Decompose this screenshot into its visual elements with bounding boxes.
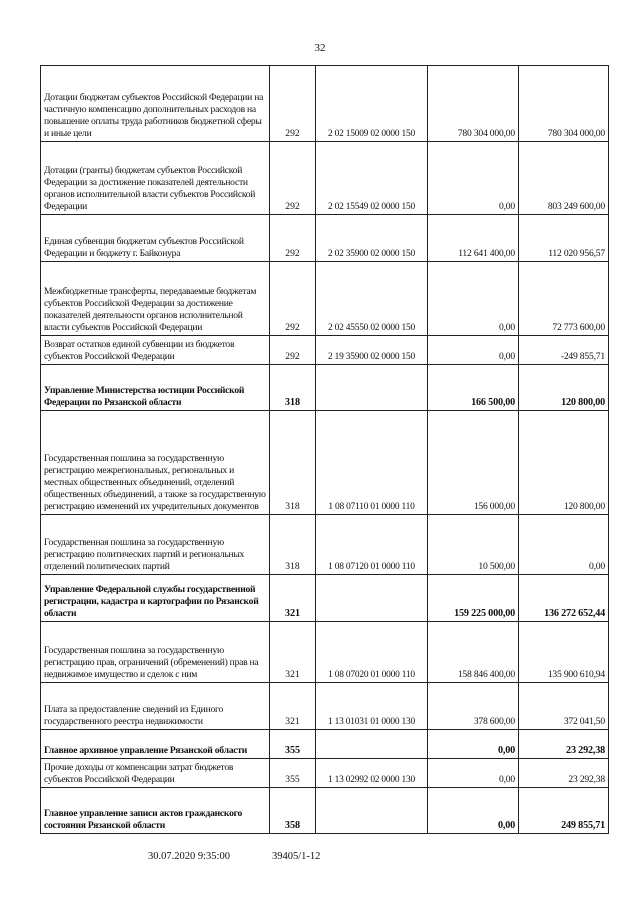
row-plan-amount-cell: 10 500,00 <box>428 515 519 575</box>
row-admin-code-cell: 318 <box>270 411 316 515</box>
row-plan-amount-cell: 0,00 <box>428 788 519 834</box>
row-plan-amount-cell: 0,00 <box>428 262 519 336</box>
row-actual-amount-cell: 136 272 652,44 <box>519 575 609 622</box>
row-budget-code-cell: 2 02 35900 02 0000 150 <box>316 215 428 262</box>
row-budget-code-cell <box>316 575 428 622</box>
revenue-table <box>40 65 609 834</box>
row-admin-code-cell: 321 <box>270 683 316 730</box>
row-plan-amount-cell: 159 225 000,00 <box>428 575 519 622</box>
footer-timestamp: 30.07.2020 9:35:00 <box>148 851 230 862</box>
row-actual-amount-cell: 72 773 600,00 <box>519 262 609 336</box>
row-admin-code-cell: 318 <box>270 515 316 575</box>
table-row <box>41 759 609 788</box>
row-budget-code-cell: 2 02 15009 02 0000 150 <box>316 66 428 142</box>
row-plan-amount-cell: 0,00 <box>428 142 519 215</box>
page-number: 32 <box>314 42 326 54</box>
row-admin-code-cell: 355 <box>270 730 316 759</box>
row-name-cell: Возврат остатков единой субвенции из бюджетов субъектов Российской Федерации <box>41 336 270 365</box>
row-name-cell: Межбюджетные трансферты, передаваемые бюджетам субъектов Российской Федерации за достижение показателей деятельности органов исполнительной власти субъектов Российской Федерации <box>41 262 270 336</box>
row-actual-amount-cell: 120 800,00 <box>519 411 609 515</box>
row-name-cell: Главное управление записи актов гражданского состояния Рязанской области <box>41 788 270 834</box>
row-name-cell: Единая субвенция бюджетам субъектов Российской Федерации и бюджету г. Байконура <box>41 215 270 262</box>
footer-document-id: 39405/1-12 <box>272 851 321 862</box>
row-admin-code-cell: 292 <box>270 262 316 336</box>
table-row <box>41 411 609 515</box>
table-section-row <box>41 575 609 622</box>
row-name-cell: Управление Министерства юстиции Российской Федерации по Рязанской области <box>41 365 270 411</box>
row-name-cell: Прочие доходы от компенсации затрат бюджетов субъектов Российской Федерации <box>41 759 270 788</box>
table-row <box>41 262 609 336</box>
table-row <box>41 142 609 215</box>
table-row <box>41 215 609 262</box>
row-actual-amount-cell: 249 855,71 <box>519 788 609 834</box>
row-admin-code-cell: 292 <box>270 66 316 142</box>
row-budget-code-cell: 1 08 07110 01 0000 110 <box>316 411 428 515</box>
row-actual-amount-cell: 23 292,38 <box>519 759 609 788</box>
row-actual-amount-cell: 23 292,38 <box>519 730 609 759</box>
row-plan-amount-cell: 780 304 000,00 <box>428 66 519 142</box>
row-actual-amount-cell: 135 900 610,94 <box>519 622 609 683</box>
row-plan-amount-cell: 112 641 400,00 <box>428 215 519 262</box>
row-name-cell: Дотации бюджетам субъектов Российской Федерации на частичную компенсацию дополнительных расходов на повышение оплаты труда работников бюджетной сферы и иные цели <box>41 66 270 142</box>
row-actual-amount-cell: 372 041,50 <box>519 683 609 730</box>
table-row <box>41 622 609 683</box>
table-row <box>41 66 609 142</box>
row-name-cell: Государственная пошлина за государственную регистрацию политических партий и региональных отделений политических партий <box>41 515 270 575</box>
row-admin-code-cell: 292 <box>270 215 316 262</box>
row-budget-code-cell: 1 13 01031 01 0000 130 <box>316 683 428 730</box>
row-plan-amount-cell: 0,00 <box>428 730 519 759</box>
row-budget-code-cell: 2 02 45550 02 0000 150 <box>316 262 428 336</box>
table-row <box>41 515 609 575</box>
row-name-cell: Государственная пошлина за государственную регистрацию прав, ограничений (обременений) прав на недвижимое имущество и сделок с ним <box>41 622 270 683</box>
row-plan-amount-cell: 158 846 400,00 <box>428 622 519 683</box>
row-admin-code-cell: 292 <box>270 142 316 215</box>
row-name-cell: Главное архивное управление Рязанской области <box>41 730 270 759</box>
row-budget-code-cell: 1 08 07020 01 0000 110 <box>316 622 428 683</box>
row-budget-code-cell <box>316 365 428 411</box>
row-admin-code-cell: 355 <box>270 759 316 788</box>
table-row <box>41 683 609 730</box>
table-section-row <box>41 788 609 834</box>
row-admin-code-cell: 318 <box>270 365 316 411</box>
table-row <box>41 336 609 365</box>
row-name-cell: Дотации (гранты) бюджетам субъектов Российской Федерации за достижение показателей деятельности органов исполнительной власти субъектов Российской Федерации <box>41 142 270 215</box>
row-budget-code-cell <box>316 730 428 759</box>
row-actual-amount-cell: -249 855,71 <box>519 336 609 365</box>
row-name-cell: Управление Федеральной службы государственной регистрации, кадастра и картографии по Рязанской области <box>41 575 270 622</box>
row-admin-code-cell: 292 <box>270 336 316 365</box>
row-name-cell: Плата за предоставление сведений из Единого государственного реестра недвижимости <box>41 683 270 730</box>
row-plan-amount-cell: 156 000,00 <box>428 411 519 515</box>
row-actual-amount-cell: 0,00 <box>519 515 609 575</box>
row-name-cell: Государственная пошлина за государственную регистрацию межрегиональных, региональных и местных общественных объединений, отделений общественных объединений, а также за государственную регистрацию изменений их учредительных документов <box>41 411 270 515</box>
row-plan-amount-cell: 166 500,00 <box>428 365 519 411</box>
row-actual-amount-cell: 120 800,00 <box>519 365 609 411</box>
table-section-row <box>41 730 609 759</box>
row-actual-amount-cell: 112 020 956,57 <box>519 215 609 262</box>
table-section-row <box>41 365 609 411</box>
row-budget-code-cell: 1 08 07120 01 0000 110 <box>316 515 428 575</box>
row-actual-amount-cell: 803 249 600,00 <box>519 142 609 215</box>
row-budget-code-cell <box>316 788 428 834</box>
row-budget-code-cell: 2 02 15549 02 0000 150 <box>316 142 428 215</box>
row-plan-amount-cell: 0,00 <box>428 759 519 788</box>
row-admin-code-cell: 321 <box>270 622 316 683</box>
row-budget-code-cell: 1 13 02992 02 0000 130 <box>316 759 428 788</box>
row-admin-code-cell: 358 <box>270 788 316 834</box>
row-plan-amount-cell: 378 600,00 <box>428 683 519 730</box>
row-actual-amount-cell: 780 304 000,00 <box>519 66 609 142</box>
row-budget-code-cell: 2 19 35900 02 0000 150 <box>316 336 428 365</box>
row-plan-amount-cell: 0,00 <box>428 336 519 365</box>
row-admin-code-cell: 321 <box>270 575 316 622</box>
